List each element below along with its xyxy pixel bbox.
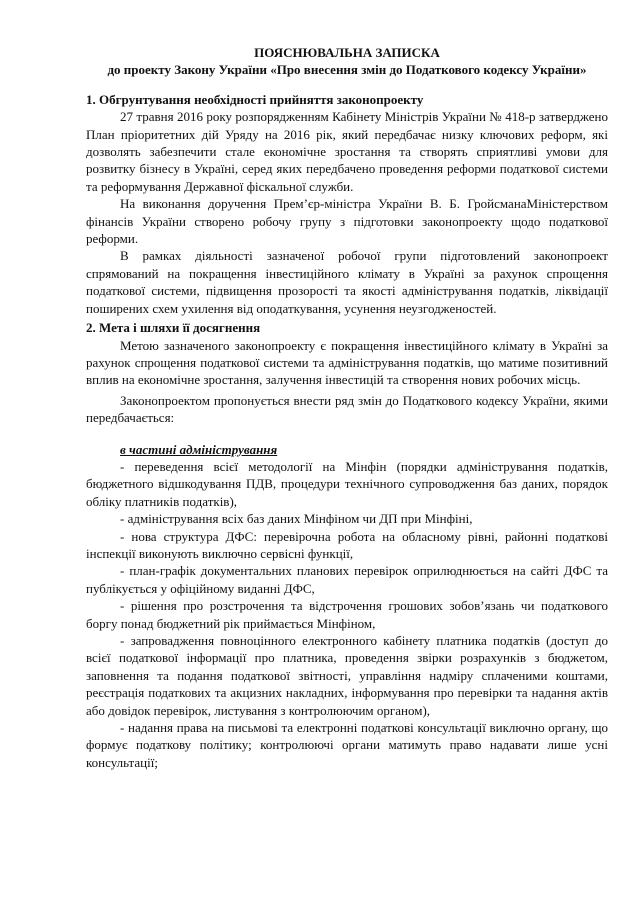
list-item: - надання права на письмові та електронні податкові консультації виключно органу, що формує податкову політику; контролюючі органи матимуть право надавати лише усні консультації; [86,720,608,770]
list-item: - план-графік документальних планових перевірок оприлюднюється на сайті ДФС та публікується у офіційному виданні ДФС, [86,563,608,596]
administration-subheading: в частині адміністрування [120,441,278,457]
list-item: - рішення про розстрочення та відстрочення грошових зобов’язань чи податкового боргу понад бюджетний рік приймається Мінфіном, [86,598,608,631]
section-1-paragraph-1: 27 травня 2016 року розпорядженням Кабінету Міністрів України № 418-р затверджено План пріоритетних дій Уряду на 2016 рік, який передбачає низку ключових реформ, які дозволять забезпечити сталe економічне зростання та створять сприятливі умови для розвитку бізнесу в Україні, серед яких передбачено проведення реформи податкової системи та реформування Державної фіскальної служби. [86,109,608,194]
section-1-paragraph-2: На виконання доручення Прем’єр-міністра України В. Б. ГройсманаМіністерством фінансів України створено робочу групу з підготовки законопроекту щодо податкової реформи. [86,196,608,247]
list-item: - переведення всієї методології на Мінфін (порядки адміністрування податків, бюджетного відшкодування ПДВ, процедури технічного супроводження баз даних, порядок обліку платників податків), [86,458,608,509]
section-2-paragraph-2: Законопроектом пропонується внести ряд змін до Податкового кодексу України, якими передбачається: [86,392,608,426]
list-item: - нова структура ДФС: перевірочна робота на обласному рівні, районні податкові інспекції виконують виключно сервісні функції, [86,528,608,561]
section-2-paragraph-1: Метою зазначеного законопроекту є покращення інвестиційного клімату в Україні за рахунок спрощення податкової системи та адміністрування податків, що матиме позитивний вплив на економічне зростання, залучення інвестицій та створення нових робочих місць. [86,337,608,388]
document-title: ПОЯСНЮВАЛЬНА ЗАПИСКА [254,45,440,60]
list-item: - запровадження повноцінного електронного кабінету платника податків (доступ до всієї податкової інформації про платника, проведення звірки розрахунків з бюджетом, заповнення та подання податкової звітності, управління надміру сплаченими коштами, реєстрація податкових та акцизних накладних, інформування про перевірки та надання актів або довідок перевірок, листування з контролюючим органом), [86,633,608,718]
section-1-paragraph-3: В рамках діяльності зазначеної робочої групи підготовлений законопроект спрямований на покращення інвестиційного клімату в Україні за рахунок спрощення податкової системи, підвищення прозорості та якості адміністрування податків, ліквідації поширених схем ухилення від оподаткування, усунення неузгодженостей. [86,248,608,316]
list-item: - адміністрування всіх баз даних Мінфіном чи ДП при Мінфіні, [120,511,473,527]
document-subtitle: до проекту Закону України «Про внесення змін до Податкового кодексу України» [107,62,587,78]
section-1-heading: 1. Обгрунтування необхідності прийняття законопроекту [86,91,424,107]
section-2-heading: 2. Мета і шляхи її досягнення [86,320,261,336]
